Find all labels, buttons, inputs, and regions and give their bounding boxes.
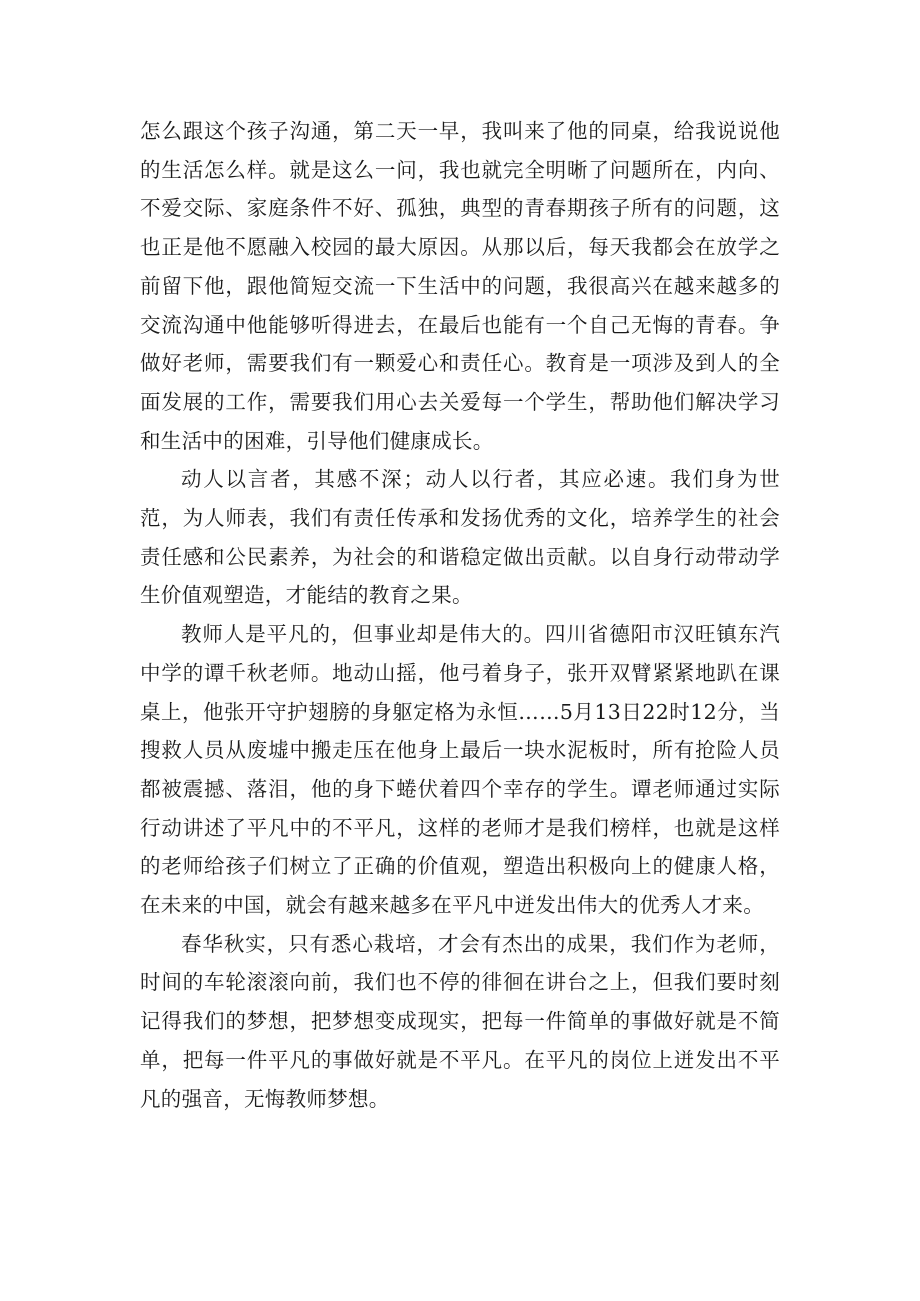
paragraph-tan-qianqiu: 教师人是平凡的，但事业却是伟大的。四川省德阳市汉旺镇东汽中学的谭千秋老师。地动山摇，他弓着身子，张开双臂紧紧地趴在课桌上，他张开守护翅膀的身躯定格为永恒……5月13日22时12分，当搜救人员从废墟中搬走压在他身上最后一块水泥板时，所有抢险人员都被震撼、落泪，他的身下蜷伏着四个幸存的学生。谭老师通过实际行动讲述了平凡中的不平凡，这样的老师才是我们榜样，也就是这样的老师给孩子们树立了正确的价值观，塑造出积极向上的健康人格，在未来的中国，就会有越来越多在平凡中迸发出伟大的优秀人才来。 [140,622,780,918]
document-body [140,112,780,1118]
paragraph-conclusion: 春华秋实，只有悉心栽培，才会有杰出的成果，我们作为老师，时间的车轮滚滚向前，我们也不停的徘徊在讲台之上，但我们要时刻记得我们的梦想，把梦想变成现实，把每一件简单的事做好就是不简单，把每一件平凡的事做好就是不平凡。在平凡的岗位上迸发出不平凡的强音，无悔教师梦想。 [140,931,780,1111]
paragraph-continuation: 怎么跟这个孩子沟通，第二天一早，我叫来了他的同桌，给我说说他的生活怎么样。就是这么一问，我也就完全明晰了问题所在，内向、不爱交际、家庭条件不好、孤独，典型的青春期孩子所有的问题，这也正是他不愿融入校园的最大原因。从那以后，每天我都会在放学之前留下他，跟他简短交流一下生活中的问题，我很高兴在越来越多的交流沟通中他能够听得进去，在最后也能有一个自己无悔的青春。争做好老师，需要我们有一颗爱心和责任心。教育是一项涉及到人的全面发展的工作，需要我们用心去关爱每一个学生，帮助他们解决学习和生活中的困难，引导他们健康成长。 [140,119,780,453]
paragraph-action-over-words: 动人以言者，其感不深；动人以行者，其应必速。我们身为世范，为人师表，我们有责任传承和发扬优秀的文化，培养学生的社会责任感和公民素养，为社会的和谐稳定做出贡献。以自身行动带动学生价值观塑造，才能结的教育之果。 [140,467,780,608]
